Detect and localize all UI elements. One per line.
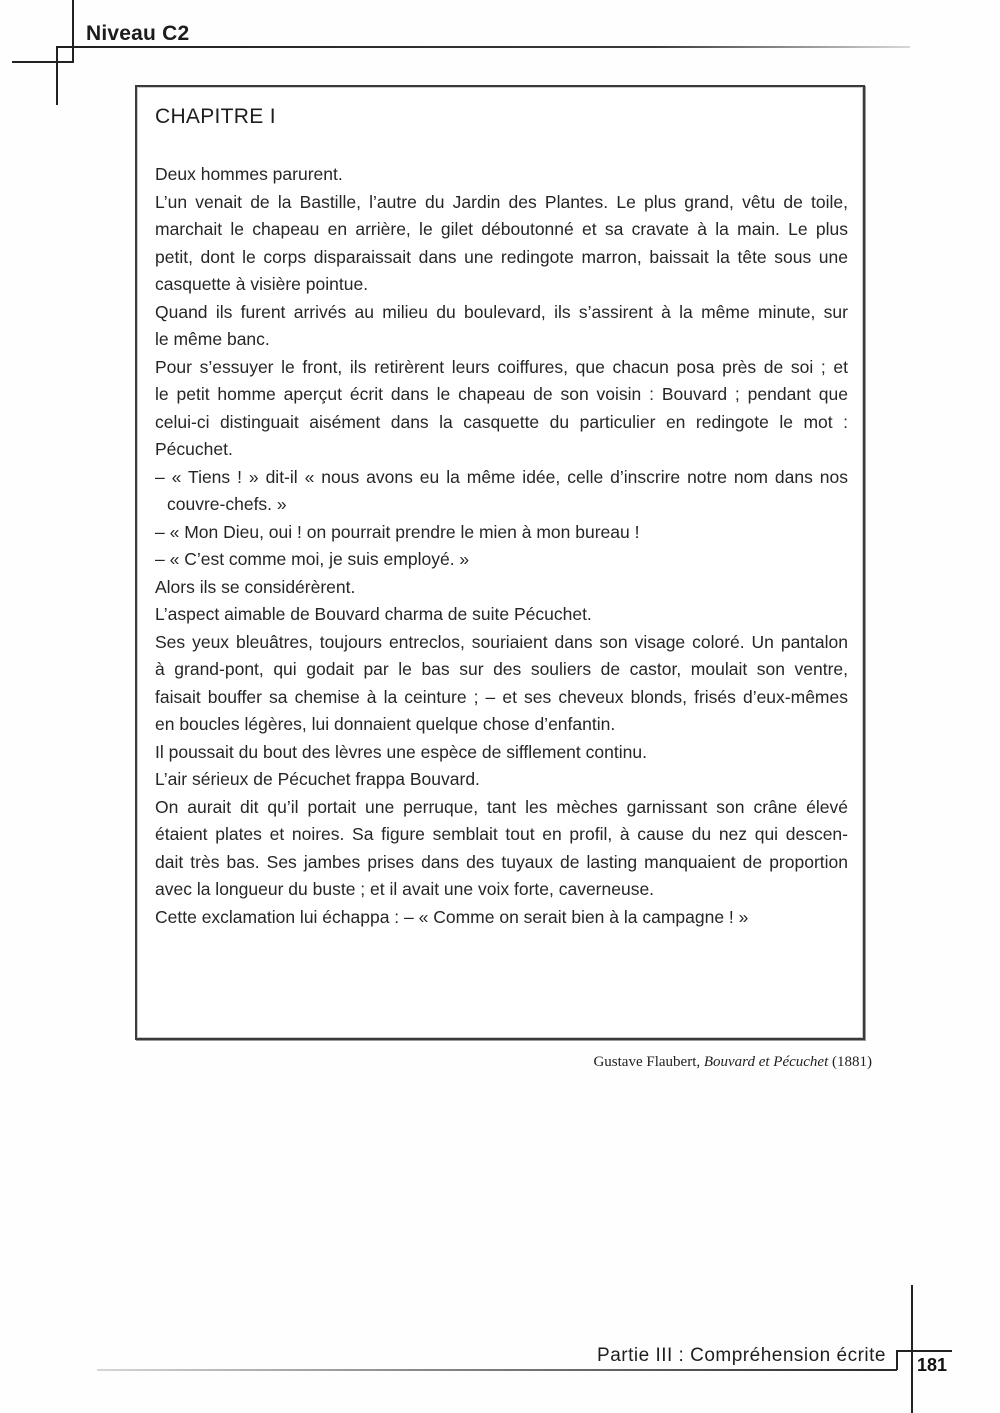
page-number: 181 [917,1355,948,1375]
crop-mark-horizontal-top [12,61,74,63]
passage-box [135,85,865,1040]
text-line: avec la longueur du buste ; et il avait une voix forte, caverneuse. [155,879,655,899]
text-line: On aurait dit qu’il portait une perruque, tant les mèches garnissant son crâne élevé [155,796,848,817]
text-line: L’aspect aimable de Bouvard charma de suite Pécuchet. [155,604,592,624]
text-line: casquette à visière pointue. [155,274,369,294]
passage-text [155,161,848,931]
text-line: marchait le chapeau en arrière, le gilet déboutonné et sa cravate à la main. Le plus [155,219,848,239]
text-line: Alors ils se considérèrent. [155,576,356,597]
text-line: le petit homme aperçut écrit dans le chapeau de son voisin : Bouvard ; pendant que [155,384,848,404]
chapter-title: CHAPITRE I [155,105,276,128]
attribution-work-title: Bouvard et Pécuchet [703,1054,829,1070]
text-line: étaient plates et noires. Sa figure semblait tout en profil, à cause du nez qui descen- [155,824,848,844]
text-line: Deux hommes parurent. [155,164,343,184]
text-line: celui-ci distinguait aisément dans la casquette du particulier en redingote le mot : [155,411,848,432]
text-line: en boucles légères, lui donnaient quelque chose d’enfantin. [155,714,616,734]
attribution-author: Gustave Flaubert, [593,1054,701,1070]
text-line: – « C’est comme moi, je suis employé. » [155,549,470,569]
text-line: – « Tiens ! » dit-il « nous avons eu la même idée, celle d’inscrire notre nom dans nos [155,466,848,487]
text-line: Il poussait du bout des lèvres une espèce de sifflement continu. [155,741,647,762]
source-attribution [593,1052,872,1072]
text-line: L’air sérieux de Pécuchet frappa Bouvard. [155,769,480,789]
text-line: à grand-pont, qui godait par le bas sur des souliers de castor, moulait son ventre, [155,659,848,679]
crop-mark-horizontal-bottom [896,1350,952,1352]
text-line: petit, dont le corps disparaissait dans une redingote marron, baissait la tête sous une [155,246,848,267]
text-line: Ses yeux bleuâtres, toujours entreclos, souriaient dans son visage coloré. Un pantalon [155,631,848,652]
text-line: le même banc. [155,329,270,349]
attribution-year: (1881) [832,1054,872,1070]
crop-mark-vertical-bottom [911,1285,913,1413]
crop-mark-vertical-right [896,1350,898,1370]
text-line: faisait bouffer sa chemise à la ceinture ; – et ses cheveux blonds, frisés d’eux-mêmes [155,686,848,707]
crop-mark-vertical-left [56,46,58,105]
text-line: – « Mon Dieu, oui ! on pourrait prendre le mien à mon bureau ! [155,521,640,542]
text-line: Quand ils furent arrivés au milieu du boulevard, ils s’assirent à la même minute, sur [155,301,848,322]
level-label: Niveau C2 [86,22,190,45]
section-label: Partie III : Compréhension écrite [597,1345,886,1366]
text-line: Pour s’essuyer le front, ils retirèrent leurs coiffures, que chacun posa près de soi ; et [155,356,848,377]
text-line: Cette exclamation lui échappa : – « Comme on serait bien à la campagne ! » [155,906,749,927]
text-line: Pécuchet. [155,439,233,459]
footer-rule [97,1369,897,1371]
text-line: L’un venait de la Bastille, l’autre du Jardin des Plantes. Le plus grand, vêtu de toile, [155,191,848,212]
crop-mark-vertical-top [72,0,74,62]
text-line: couvre-chefs. » [167,494,287,514]
text-line: dait très bas. Ses jambes prises dans des tuyaux de lasting manquaient de proportion [155,851,848,872]
